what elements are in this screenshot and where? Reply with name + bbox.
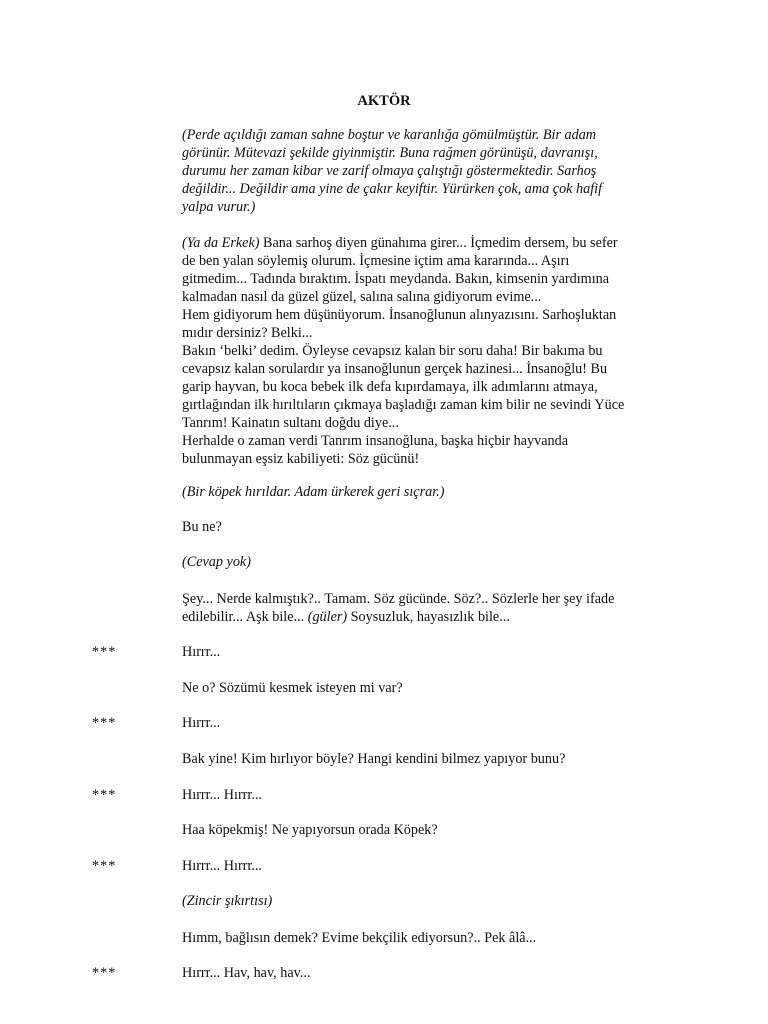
dialogue-marker: *** [92,715,117,731]
text-line: bulunmayan eşsiz kabiliyeti: Söz gücünü! [182,451,420,467]
text-line: gitmedim... Tadında bıraktım. İspatı meydanda. Bakın, kimsenin yardımına [182,271,610,287]
monologue-paragraph [182,234,672,468]
text-line: de ben yalan söylemiş olurum. İçmesine içtim ama kararında... Aşırı [182,253,570,269]
dialogue-marker: *** [92,644,117,660]
text-line: Tanrım! Kainatın sultanı doğdu diye... [182,415,399,431]
dialogue-marker: *** [92,858,117,874]
dog-line: Hırrr... Hırrr... [182,787,262,803]
text-line: gırtlağından ilk hırıltıların çıkmaya başladığı zaman kim bilir ne sevindi Yüce [182,397,625,413]
stage-direction-opening [182,126,672,216]
text-line: Hem gidiyorum hem düşünüyorum. İnsanoğlunun alınyazısını. Sarhoşluktan [182,307,617,323]
actor-line: Bak yine! Kim hırlıyor böyle? Hangi kendini bilmez yapıyor bunu? [182,751,566,767]
stage-direction-inline: (güler) [307,609,348,625]
text-line: (Perde açıldığı zaman sahne boştur ve karanlığa gömülmüştür. Bir adam [182,127,597,143]
text-line: Şey... Nerde kalmıştık?.. Tamam. Söz gücünde. Söz?.. Sözlerle her şey ifade [182,591,615,607]
text-line: durumu her zaman kibar ve zarif olmaya çalıştığı göstermektedir. Sarhoş [182,163,597,179]
text-line [182,234,672,252]
actor-line: Bu ne? [182,519,222,535]
text-line: Herhalde o zaman verdi Tanrım insanoğluna, başka hiçbir hayvanda [182,433,569,449]
text-line: garip hayvan, bu koca bebek ilk defa kıpırdamaya, ilk adımlarını atmaya, [182,379,598,395]
text-line: kalmadan nasıl da güzel güzel, salına salına gidiyorum evime... [182,289,542,305]
dog-line: Hırrr... [182,644,221,660]
actor-line: Hımm, bağlısın demek? Evime bekçilik ediyorsun?.. Pek âlâ... [182,930,537,946]
text-line: Bakın ‘belki’ dedim. Öyleyse cevapsız kalan bir soru daha! Bir bakıma bu [182,343,603,359]
dog-line: Hırrr... Hav, hav, hav... [182,965,311,981]
text-segment: Soysuzluk, hayasızlık bile... [347,609,510,625]
text-segment: edilebilir... Aşk bile... [182,609,308,625]
monologue-paragraph [182,590,672,626]
stage-direction-chain: (Zincir şıkırtısı) [182,893,273,909]
text-line: cevapsız kalan sorulardır ya insanoğlunun gerçek hazinesi... İnsanoğlu! Bu [182,361,608,377]
text-line: değildir... Değildir ama yine de çakır keyiftir. Yürürken çok, ama çok hafif [182,181,603,197]
stage-direction-no-answer: (Cevap yok) [182,554,251,570]
dog-line: Hırrr... [182,715,221,731]
dialogue-marker: *** [92,787,117,803]
page-title: AKTÖR [357,93,411,109]
dog-line: Hırrr... Hırrr... [182,858,262,874]
speaker-direction: (Ya da Erkek) [182,235,260,251]
text-segment: Bana sarhoş diyen günahıma girer... İçmedim dersem, bu sefer [259,235,618,251]
stage-direction-dog: (Bir köpek hırıldar. Adam ürkerek geri sıçrar.) [182,484,445,500]
text-line: mıdır dersiniz? Belki... [182,325,313,341]
actor-line: Haa köpekmiş! Ne yapıyorsun orada Köpek? [182,822,438,838]
text-line [182,608,672,626]
actor-line: Ne o? Sözümü kesmek isteyen mi var? [182,680,403,696]
dialogue-marker: *** [92,965,117,981]
text-line: görünür. Mütevazi şekilde giyinmiştir. Buna rağmen görünüşü, davranışı, [182,145,598,161]
text-line: yalpa vurur.) [182,199,256,215]
